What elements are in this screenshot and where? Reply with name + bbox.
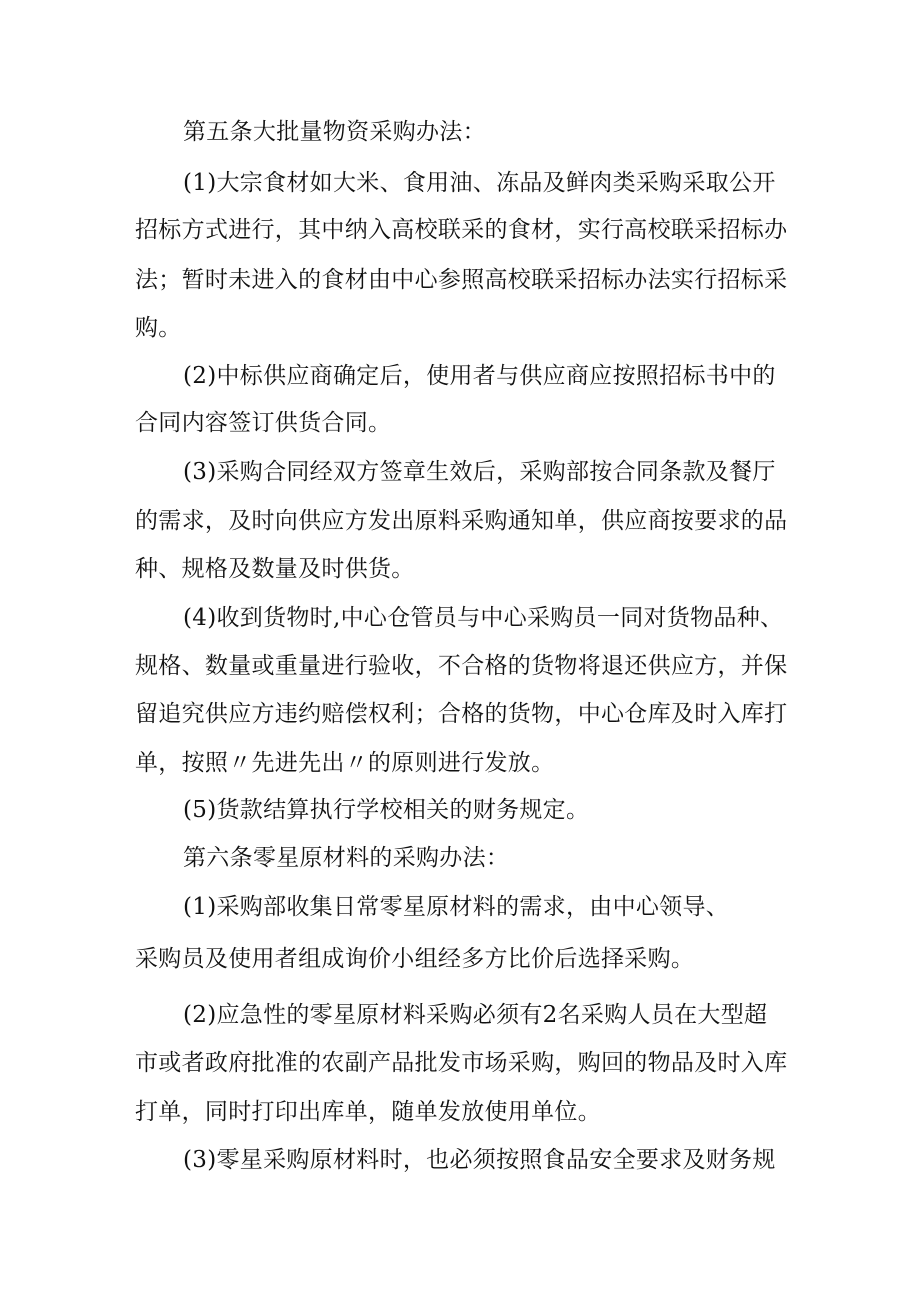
paragraph-line: 种、规格及数量及时供货。 xyxy=(135,556,415,582)
paragraph-line: 单，按照〃先进先出〃的原则进行发放。 xyxy=(135,750,555,776)
paragraph-line: (5)货款结算执行学校相关的财务规定。 xyxy=(183,797,590,823)
paragraph-line: (3)采购合同经双方签章生效后，采购部按合同条款及餐厅 xyxy=(183,459,776,485)
article-5-heading: 第五条大批量物资采购办法： xyxy=(183,119,486,145)
paragraph-line: 法；暂时未进入的食材由中心参照高校联采招标办法实行招标采 xyxy=(135,267,788,293)
paragraph-line: 招标方式进行，其中纳入高校联采的食材，实行高校联采招标办 xyxy=(135,217,788,243)
paragraph-line: (2)中标供应商确定后，使用者与供应商应按照招标书中的 xyxy=(183,363,776,389)
paragraph-line: (1)大宗食材如大米、食用油、冻品及鲜肉类采购采取公开 xyxy=(183,170,776,196)
paragraph-line: 留追究供应方违约赔偿权利；合格的货物，中心仓库及时入库打 xyxy=(135,701,788,727)
article-6-heading: 第六条零星原材料的采购办法： xyxy=(183,845,510,871)
paragraph-line: 的需求，及时向供应方发出原料采购通知单，供应商按要求的品 xyxy=(135,508,788,534)
paragraph-line: 市或者政府批准的农副产品批发市场采购，购回的物品及时入库 xyxy=(135,1050,788,1076)
paragraph-line: (3)零星采购原材料时，也必须按照食品安全要求及财务规 xyxy=(183,1147,776,1173)
paragraph-line: 采购员及使用者组成询价小组经多方比价后选择采购。 xyxy=(135,946,695,972)
paragraph-line: 规格、数量或重量进行验收，不合格的货物将退还供应方，并保 xyxy=(135,653,788,679)
paragraph-line: (4)收到货物时,中心仓管员与中心采购员一同对货物品种、 xyxy=(183,605,784,631)
paragraph-line: 打单，同时打印出库单，随单发放使用单位。 xyxy=(135,1099,601,1125)
paragraph-line: 购。 xyxy=(135,315,182,341)
paragraph-line: (2)应急性的零星原材料采购必须有2名采购人员在大型超 xyxy=(183,1002,768,1028)
paragraph-line: 合同内容签订供货合同。 xyxy=(135,410,392,436)
paragraph-line: (1)采购部收集日常零星原材料的需求，由中心领导、 xyxy=(183,894,730,920)
